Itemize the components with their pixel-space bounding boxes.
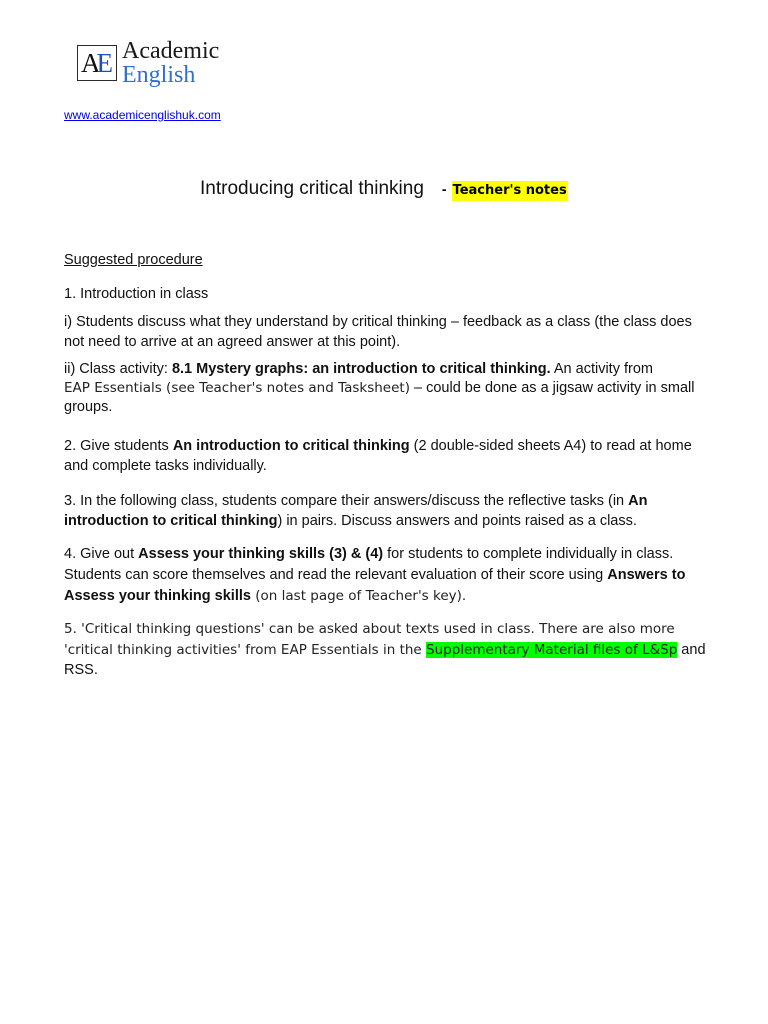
- logo-word-english: English: [122, 62, 196, 88]
- step-4: 4. Give out Assess your thinking skills (3) & (4) for students to complete individually in class. Students can score themselves and read the relevant evaluation of their score using Answers to Assess your thinking skills (on last page of Teacher's key).: [64, 546, 686, 604]
- step-2: 2. Give students An introduction to critical thinking (2 double-sided sheets A4) to read at home and complete tasks individually.: [64, 438, 692, 474]
- title-main: Introducing critical thinking: [200, 178, 424, 199]
- eap-essentials-ref: EAP Essentials (see Teacher's notes and Tasksheet): [64, 380, 410, 396]
- step-1-part-i: i) Students discuss what they understand by critical thinking – feedback as a class (the class does not need to arrive at an agreed answer at this point).: [64, 314, 692, 350]
- mystery-graphs-activity: 8.1 Mystery graphs: an introduction to critical thinking.: [171, 361, 551, 377]
- logo-wordmark: [122, 39, 219, 87]
- title-dash: -: [441, 181, 447, 197]
- document-title: [200, 178, 568, 201]
- step-3: 3. In the following class, students compare their answers/discuss the reflective tasks (in An introduction to critical thinking) in pairs. Discuss answers and points raised as a class.: [64, 493, 648, 529]
- logo-word-academic: Academic: [122, 38, 220, 64]
- step-1-heading: 1. Introduction in class: [64, 286, 209, 302]
- logo-mark-icon: A E: [77, 45, 117, 81]
- step-5: 5. 'Critical thinking questions' can be asked about texts used in class. There are also more 'critical thinking activities' from EAP Essentials in the Supplementary Material files of L&Sp and RSS.: [64, 621, 706, 678]
- website-link[interactable]: www.academicenglishuk.com: [64, 108, 221, 122]
- teachers-notes-tag: Teacher's notes: [452, 181, 568, 201]
- step-1-part-ii: ii) Class activity: 8.1 Mystery graphs: an introduction to critical thinking. An activity from EAP Essentials (see Teacher's notes and Tasksheet) – could be done as a jigsaw activity in small groups.: [64, 361, 695, 415]
- supplementary-material-highlight: Supplementary Material files of L&Sp: [426, 641, 678, 658]
- academic-english-logo: [77, 38, 219, 88]
- section-heading: Suggested procedure: [64, 252, 203, 268]
